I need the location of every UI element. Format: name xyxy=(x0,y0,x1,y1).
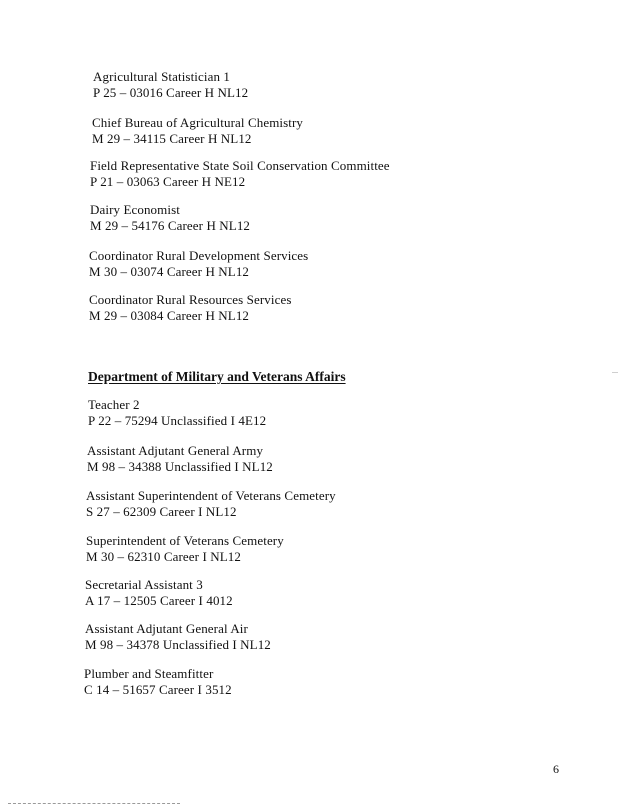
page-number: 6 xyxy=(553,762,559,776)
position-code: M 29 – 03084 Career H NL12 xyxy=(89,308,250,323)
position-entry xyxy=(88,397,266,429)
position-code: C 14 – 51657 Career I 3512 xyxy=(84,682,232,697)
position-entry xyxy=(89,292,292,324)
position-code: M 30 – 62310 Career I NL12 xyxy=(86,549,241,564)
position-code: M 30 – 03074 Career H NL12 xyxy=(89,264,250,279)
position-code: P 21 – 03063 Career H NE12 xyxy=(90,174,246,189)
position-title: Field Representative State Soil Conservation Committee xyxy=(90,158,390,173)
section-heading: Department of Military and Veterans Affairs xyxy=(88,369,346,384)
position-entry xyxy=(90,158,390,190)
position-title: Secretarial Assistant 3 xyxy=(85,577,203,592)
position-code: M 29 – 34115 Career H NL12 xyxy=(92,131,252,146)
position-entry xyxy=(92,115,303,147)
position-entry xyxy=(87,443,273,475)
position-code: M 29 – 54176 Career H NL12 xyxy=(90,218,251,233)
position-entry xyxy=(86,533,284,565)
position-title: Dairy Economist xyxy=(90,202,180,217)
position-entry xyxy=(93,69,248,101)
scan-bottom-rule xyxy=(8,803,180,804)
scan-edge-mark xyxy=(612,372,618,373)
position-code: P 22 – 75294 Unclassified I 4E12 xyxy=(88,413,267,428)
position-title: Assistant Superintendent of Veterans Cemetery xyxy=(86,488,336,503)
position-code: P 25 – 03016 Career H NL12 xyxy=(93,85,249,100)
position-entry xyxy=(84,666,232,698)
position-title: Superintendent of Veterans Cemetery xyxy=(86,533,284,548)
position-title: Teacher 2 xyxy=(88,397,140,412)
position-title: Coordinator Rural Resources Services xyxy=(89,292,292,307)
position-entry xyxy=(85,577,233,609)
position-entry xyxy=(89,248,308,280)
position-code: A 17 – 12505 Career I 4012 xyxy=(85,593,233,608)
position-entry xyxy=(85,621,271,653)
position-code: M 98 – 34378 Unclassified I NL12 xyxy=(85,637,271,652)
position-entry xyxy=(90,202,250,234)
position-code: M 98 – 34388 Unclassified I NL12 xyxy=(87,459,273,474)
position-entry xyxy=(86,488,336,520)
position-code: S 27 – 62309 Career I NL12 xyxy=(86,504,237,519)
position-title: Assistant Adjutant General Air xyxy=(85,621,248,636)
position-title: Chief Bureau of Agricultural Chemistry xyxy=(92,115,304,130)
position-title: Agricultural Statistician 1 xyxy=(93,69,231,84)
position-title: Coordinator Rural Development Services xyxy=(89,248,309,263)
position-title: Plumber and Steamfitter xyxy=(84,666,214,681)
position-title: Assistant Adjutant General Army xyxy=(87,443,264,458)
